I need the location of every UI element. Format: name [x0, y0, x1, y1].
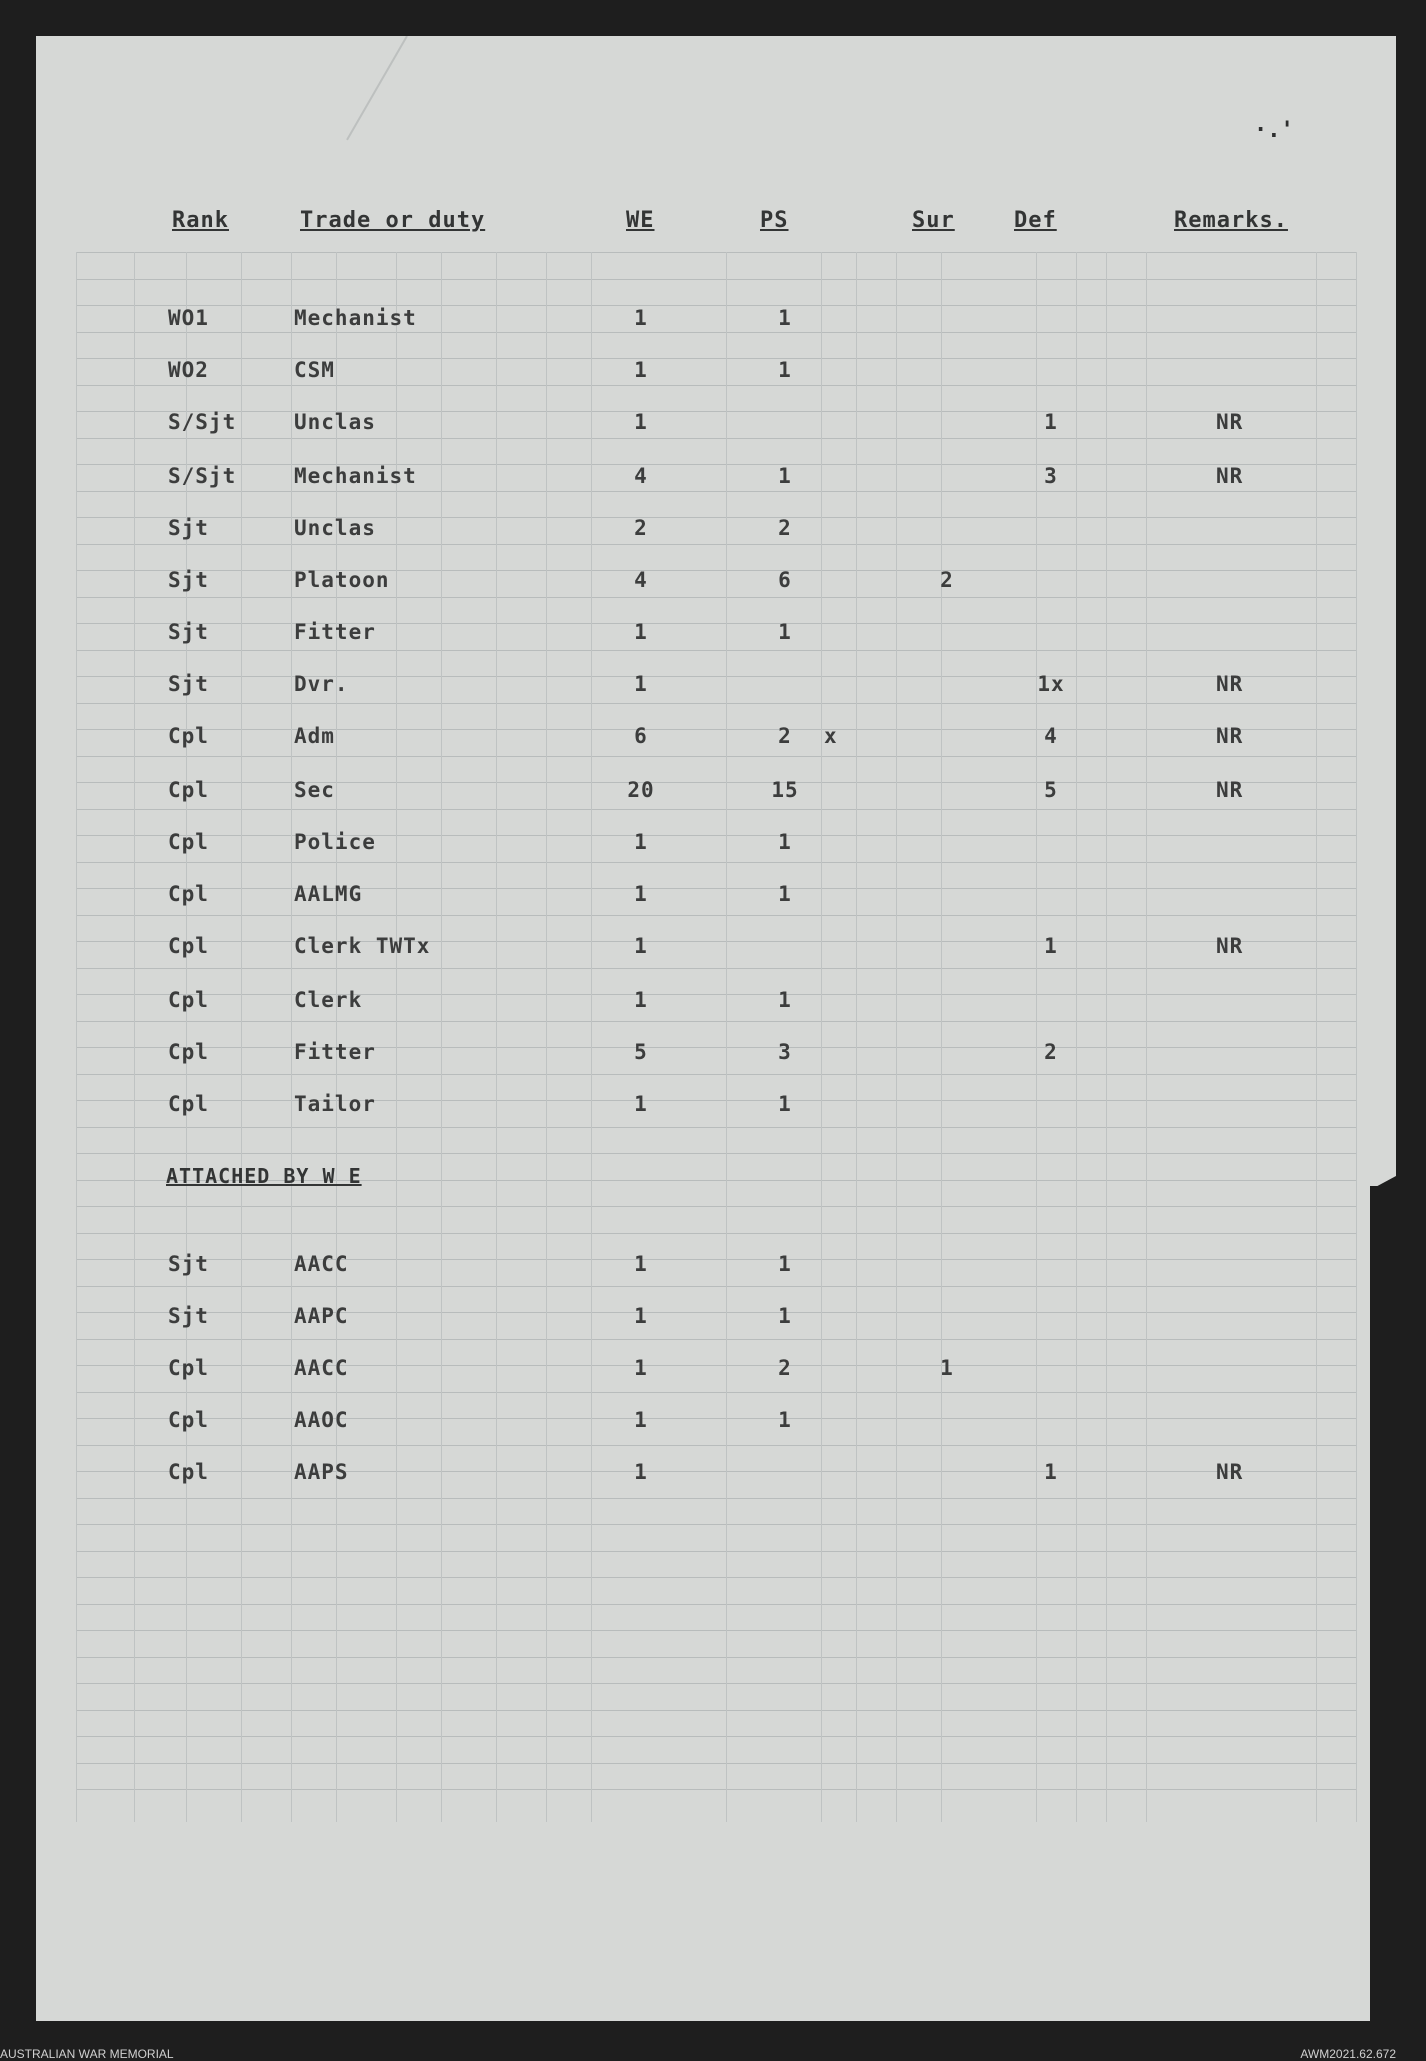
header-def: Def — [1014, 208, 1057, 233]
grid-line — [76, 1100, 1356, 1101]
grid-line — [76, 623, 1356, 624]
cell-rank: Cpl — [168, 1092, 209, 1116]
cell-rank: Cpl — [168, 934, 209, 958]
cell-trade: Unclas — [294, 410, 376, 434]
grid-column-line — [1146, 252, 1147, 1822]
grid-line — [76, 570, 1356, 571]
grid-column-line — [591, 252, 592, 1822]
paper-crease — [346, 36, 408, 140]
grid-line — [76, 1233, 1356, 1234]
cell-trade: AALMG — [294, 882, 363, 906]
grid-column-line — [241, 252, 242, 1822]
grid-line — [76, 703, 1356, 704]
grid-line — [76, 544, 1356, 545]
grid-column-line — [896, 252, 897, 1822]
cell-remarks: NR — [1216, 724, 1244, 748]
grid-line — [76, 1127, 1356, 1128]
grid-column-line — [821, 252, 822, 1822]
cell-we: 1 — [634, 934, 648, 958]
grid-line — [76, 1604, 1356, 1605]
grid-line — [76, 491, 1356, 492]
cell-rank: S/Sjt — [168, 464, 237, 488]
grid-line — [76, 517, 1356, 518]
cell-rank: WO1 — [168, 306, 209, 330]
cell-remarks: NR — [1216, 464, 1244, 488]
grid-line — [76, 1630, 1356, 1631]
grid-line — [76, 1736, 1356, 1737]
cell-we: 4 — [634, 464, 648, 488]
footer-credit: AUSTRALIAN WAR MEMORIAL — [0, 2047, 174, 2061]
grid-line — [76, 1763, 1356, 1764]
cell-ps: 1 — [778, 464, 792, 488]
cell-ps: 1 — [778, 358, 792, 382]
cell-remarks: NR — [1216, 672, 1244, 696]
cell-trade: Fitter — [294, 1040, 376, 1064]
grid-line — [76, 279, 1356, 280]
grid-column-line — [1356, 252, 1357, 1822]
cell-ps: 1 — [778, 988, 792, 1012]
grid-line — [76, 1524, 1356, 1525]
grid-column-line — [496, 252, 497, 1822]
cell-ps: 3 — [778, 1040, 792, 1064]
cell-we: 1 — [634, 1460, 648, 1484]
cell-we: 5 — [634, 1040, 648, 1064]
cell-def: 1 — [1044, 934, 1058, 958]
grid-column-line — [546, 252, 547, 1822]
cell-trade: AAPS — [294, 1460, 349, 1484]
grid-line — [76, 1365, 1356, 1366]
cell-remarks: NR — [1216, 1460, 1244, 1484]
cell-trade: Mechanist — [294, 306, 417, 330]
cell-rank: Cpl — [168, 882, 209, 906]
header-trade: Trade or duty — [300, 208, 486, 233]
grid-line — [76, 1206, 1356, 1207]
grid-line — [76, 809, 1356, 810]
cell-def: 3 — [1044, 464, 1058, 488]
cell-rank: Cpl — [168, 1460, 209, 1484]
cell-we: 1 — [634, 830, 648, 854]
cell-rank: Cpl — [168, 1356, 209, 1380]
grid-line — [76, 676, 1356, 677]
cell-trade: AACC — [294, 1252, 349, 1276]
cell-rank: Cpl — [168, 830, 209, 854]
cell-trade: Tailor — [294, 1092, 376, 1116]
cell-we: 20 — [627, 778, 655, 802]
grid-line — [76, 305, 1356, 306]
grid-line — [76, 862, 1356, 863]
grid-line — [76, 1339, 1356, 1340]
cell-trade: AAOC — [294, 1408, 349, 1432]
grid-column-line — [726, 252, 727, 1822]
cell-rank: Cpl — [168, 988, 209, 1012]
grid-line — [76, 1551, 1356, 1552]
grid-line — [76, 1710, 1356, 1711]
cell-rank: Cpl — [168, 1040, 209, 1064]
cell-ps: 2 — [778, 1356, 792, 1380]
paper-tear — [1370, 1186, 1396, 2021]
cell-ps: 1 — [778, 1252, 792, 1276]
grid-line — [76, 1683, 1356, 1684]
cell-rank: Sjt — [168, 620, 209, 644]
grid-line — [76, 1286, 1356, 1287]
cell-we: 4 — [634, 568, 648, 592]
cell-rank: Cpl — [168, 778, 209, 802]
cell-sur: 1 — [940, 1356, 954, 1380]
cell-def: 4 — [1044, 724, 1058, 748]
header-remarks: Remarks. — [1174, 208, 1288, 233]
cell-rank: Sjt — [168, 516, 209, 540]
cell-trade: Clerk TWTx — [294, 934, 431, 958]
grid-line — [76, 968, 1356, 969]
grid-column-line — [941, 252, 942, 1822]
cell-trade: Unclas — [294, 516, 376, 540]
header-sur: Sur — [912, 208, 955, 233]
cell-ps: 2 — [778, 516, 792, 540]
grid-line — [76, 1789, 1356, 1790]
cell-def: 5 — [1044, 778, 1058, 802]
cell-trade: Fitter — [294, 620, 376, 644]
grid-line — [76, 1047, 1356, 1048]
cell-we: 1 — [634, 306, 648, 330]
grid-line — [76, 729, 1356, 730]
cell-rank: Cpl — [168, 1408, 209, 1432]
cell-trade: Dvr. — [294, 672, 349, 696]
cell-we: 2 — [634, 516, 648, 540]
cell-x: x — [824, 724, 838, 748]
cell-we: 1 — [634, 1252, 648, 1276]
ink-mark: ·.' — [1254, 118, 1294, 143]
grid-column-line — [291, 252, 292, 1822]
grid-line — [76, 438, 1356, 439]
grid-line — [76, 464, 1356, 465]
grid-column-line — [1106, 252, 1107, 1822]
grid-line — [76, 385, 1356, 386]
cell-remarks: NR — [1216, 934, 1244, 958]
grid-column-line — [1076, 252, 1077, 1822]
grid-line — [76, 1153, 1356, 1154]
grid-line — [76, 994, 1356, 995]
cell-ps: 6 — [778, 568, 792, 592]
grid-line — [76, 1577, 1356, 1578]
cell-we: 1 — [634, 672, 648, 696]
grid-line — [76, 597, 1356, 598]
grid-line — [76, 1657, 1356, 1658]
grid-line — [76, 358, 1356, 359]
cell-rank: WO2 — [168, 358, 209, 382]
grid-line — [76, 1074, 1356, 1075]
document-page — [36, 36, 1396, 2021]
grid-column-line — [76, 252, 77, 1822]
cell-rank: S/Sjt — [168, 410, 237, 434]
cell-ps: 1 — [778, 882, 792, 906]
footer-accession-number: AWM2021.62.672 — [1300, 2047, 1396, 2061]
cell-ps: 1 — [778, 1408, 792, 1432]
grid-line — [76, 835, 1356, 836]
grid-line — [76, 782, 1356, 783]
cell-ps: 1 — [778, 1304, 792, 1328]
cell-remarks: NR — [1216, 778, 1244, 802]
grid-line — [76, 1471, 1356, 1472]
cell-trade: Adm — [294, 724, 335, 748]
cell-we: 1 — [634, 358, 648, 382]
cell-def: 2 — [1044, 1040, 1058, 1064]
grid-line — [76, 1259, 1356, 1260]
cell-ps: 1 — [778, 620, 792, 644]
grid-line — [76, 1498, 1356, 1499]
cell-ps: 15 — [771, 778, 799, 802]
grid-line — [76, 332, 1356, 333]
grid-line — [76, 915, 1356, 916]
header-rank: Rank — [172, 208, 229, 233]
cell-we: 1 — [634, 410, 648, 434]
grid-column-line — [441, 252, 442, 1822]
grid-line — [76, 1445, 1356, 1446]
grid-line — [76, 1418, 1356, 1419]
cell-we: 1 — [634, 988, 648, 1012]
cell-we: 1 — [634, 1356, 648, 1380]
cell-ps: 1 — [778, 830, 792, 854]
cell-ps: 1 — [778, 306, 792, 330]
cell-we: 6 — [634, 724, 648, 748]
grid-line — [76, 411, 1356, 412]
grid-line — [76, 1392, 1356, 1393]
cell-def: 1 — [1044, 410, 1058, 434]
cell-ps: 1 — [778, 1092, 792, 1116]
grid-line — [76, 650, 1356, 651]
cell-we: 1 — [634, 1092, 648, 1116]
cell-rank: Sjt — [168, 672, 209, 696]
attached-section-title: ATTACHED BY W E — [166, 1164, 362, 1188]
grid-line — [76, 941, 1356, 942]
cell-trade: CSM — [294, 358, 335, 382]
grid-line — [76, 252, 1356, 253]
grid-line — [76, 1021, 1356, 1022]
cell-def: 1 — [1044, 1460, 1058, 1484]
grid-column-line — [134, 252, 135, 1822]
cell-sur: 2 — [940, 568, 954, 592]
cell-we: 1 — [634, 882, 648, 906]
grid-line — [76, 888, 1356, 889]
header-ps: PS — [760, 208, 789, 233]
grid-line — [76, 1312, 1356, 1313]
grid-line — [76, 756, 1356, 757]
cell-rank: Cpl — [168, 724, 209, 748]
cell-rank: Sjt — [168, 1304, 209, 1328]
cell-we: 1 — [634, 1304, 648, 1328]
cell-we: 1 — [634, 1408, 648, 1432]
cell-ps: 2 — [778, 724, 792, 748]
cell-def: 1x — [1037, 672, 1065, 696]
cell-we: 1 — [634, 620, 648, 644]
header-we: WE — [626, 208, 655, 233]
cell-rank: Sjt — [168, 568, 209, 592]
cell-rank: Sjt — [168, 1252, 209, 1276]
cell-trade: Sec — [294, 778, 335, 802]
cell-remarks: NR — [1216, 410, 1244, 434]
grid-column-line — [856, 252, 857, 1822]
cell-trade: AACC — [294, 1356, 349, 1380]
cell-trade: Police — [294, 830, 376, 854]
grid-column-line — [1316, 252, 1317, 1822]
cell-trade: Mechanist — [294, 464, 417, 488]
cell-trade: Platoon — [294, 568, 390, 592]
cell-trade: AAPC — [294, 1304, 349, 1328]
cell-trade: Clerk — [294, 988, 363, 1012]
